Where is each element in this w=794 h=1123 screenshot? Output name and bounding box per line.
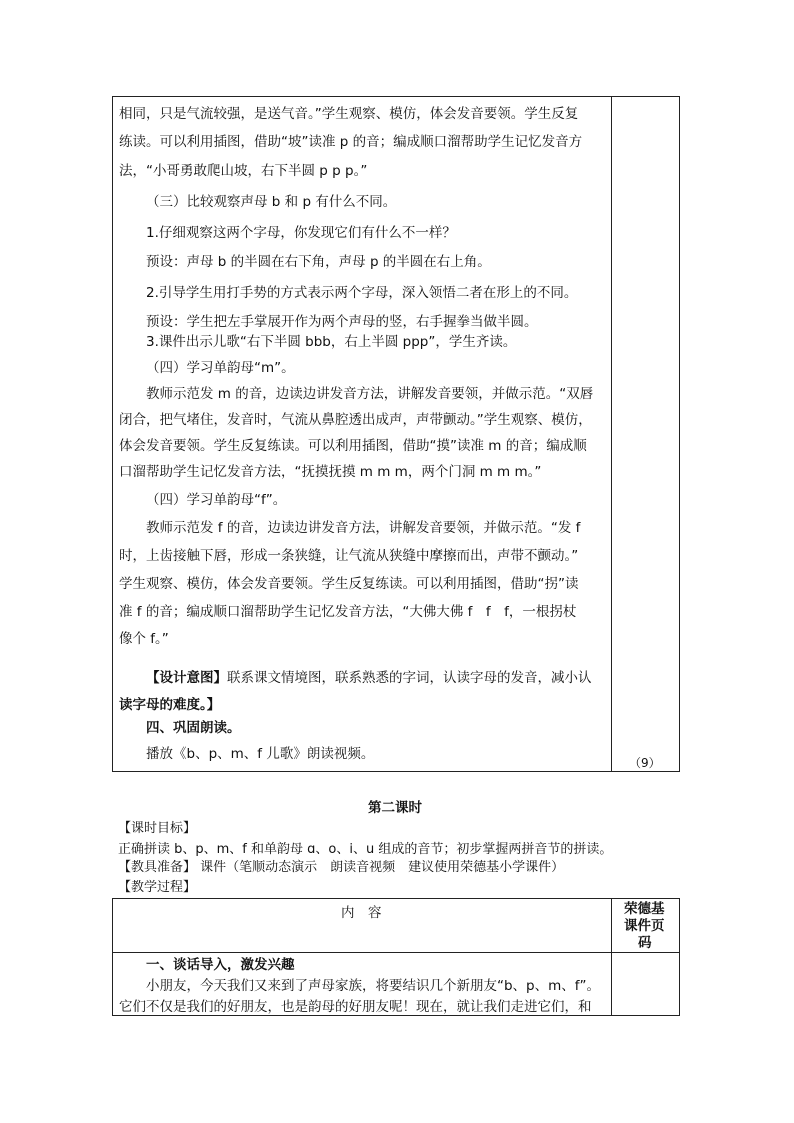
design-intent-label: 【设计意图】 [146,670,227,686]
section-heading: 一、谈话导入，激发兴趣 [146,957,295,973]
subheading: （四）学习单韵母“m”。 [146,360,295,376]
design-intent [146,669,592,687]
text-line: 教师示范发 f 的音，边读边讲发音方法，讲解发音要领，并做示范。“发 f [146,520,581,536]
text-line: 教师示范发 m 的音，边读边讲发音方法，讲解发音要领，并做示范。“双唇 [146,386,594,402]
content-column-header: 内 容 [341,905,382,921]
text-line: 练读。可以利用插图，借助“坡”读准 p 的音；编成顺口溜帮助学生记忆发音方 [119,134,583,150]
prep-line [118,859,564,877]
column-divider [611,97,612,771]
design-intent-text-continued: 读字母的难度。】 [119,697,221,713]
page-column-header-line1: 荣德基 [624,901,665,917]
text-line: 时，上齿接触下唇，形成一条狭缝，让气流从狭缝中摩擦而出，声带不颤动。” [119,548,579,564]
text-line: 像个 f。” [119,631,169,647]
text-line: 法，“小哥勇敢爬山坡，右下半圆 p p p。” [119,163,368,179]
text-line: 它们不仅是我们的好朋友，也是韵母的好朋友呢！现在，就让我们走进它们，和 [119,999,592,1015]
process-label: 【教学过程】 [118,880,197,895]
text-line: 准 f 的音；编成顺口溜帮助学生记忆发音方法，“大佛大佛 f f f，一根拐杖 [119,604,577,620]
column-divider [611,899,612,1015]
goal-label: 【课时目标】 [118,821,197,836]
page-column-header-line3: 码 [638,935,652,951]
lesson-title: 第二课时 [368,800,422,816]
text-line: 闭合，把气堵住，发音时，气流从鼻腔透出成声，声带颤动。”学生观察、模仿， [119,412,592,428]
text-line: 3.课件出示儿歌“右下半圆 bbb，右上半圆 ppp”，学生齐读。 [146,334,517,350]
text-line: 预设：声母 b 的半圆在右下角，声母 p 的半圆在右上角。 [146,254,491,270]
design-intent-text: 联系课文情境图，联系熟悉的字词，认读字母的发音，减小认 [227,670,592,686]
subheading: （四）学习单韵母“f”。 [146,492,287,508]
text-line: 口溜帮助学生记忆发音方法，“抚摸抚摸 m m m，两个门洞 m m m。” [119,464,542,480]
row-divider [113,952,679,953]
text-line: 相同，只是气流较强，是送气音。”学生观察、模仿，体会发音要领。学生反复 [119,106,579,122]
text-line: 预设：学生把左手掌展开作为两个声母的竖，右手握拳当做半圆。 [146,314,538,330]
text-line: 1.仔细观察这两个字母，你发现它们有什么不一样？ [146,225,456,241]
goal-text: 正确拼读 b、p、m、f 和单韵母 ɑ、o、i、u 组成的音节；初步掌握两拼音节的拼读。 [118,842,613,857]
text-line: 学生观察、模仿，体会发音要领。学生反复练读。可以利用插图，借助“拐”读 [119,576,579,592]
prep-label: 【教具准备】 [118,860,197,875]
page-column-header-line2: 课件页 [624,918,665,934]
text-line: 小朋友，今天我们又来到了声母家族，将要结识几个新朋友“b、p、m、f”。 [146,978,601,994]
section-heading: 四、巩固朗读。 [146,720,241,736]
text-line: 播放《b、p、m、f 儿歌》朗读视频。 [146,746,375,762]
text-line: 体会发音要领。学生反复练读。可以利用插图，借助“摸”读准 m 的音；编成顺 [119,438,587,454]
prep-text: 课件（笔顺动态演示 朗读音视频 建议使用荣德基小学课件） [200,860,565,875]
subheading: （三）比较观察声母 b 和 p 有什么不同。 [146,194,397,210]
page-reference: （9） [629,756,661,770]
text-line: 2.引导学生用打手势的方式表示两个字母，深入领悟二者在形上的不同。 [146,285,578,301]
